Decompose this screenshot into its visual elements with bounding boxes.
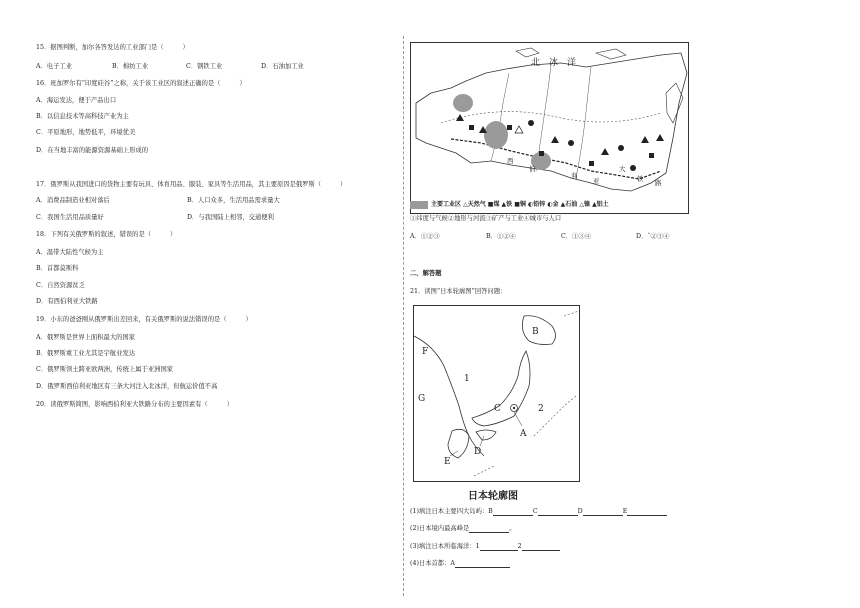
- label-g: G: [418, 394, 426, 404]
- label-sea-1: 1: [464, 374, 470, 384]
- label-c: C: [494, 404, 501, 414]
- q21-sub3-label: (3)填注日本所临海洋：1: [410, 543, 480, 550]
- q18-option-c: C．自然资源贫乏: [36, 282, 85, 289]
- railway-label: 西: [507, 157, 514, 165]
- honshu-outline: [472, 351, 530, 426]
- industrial-zone: [453, 94, 473, 112]
- sea-boundary: [564, 311, 579, 316]
- label-f: F: [422, 347, 429, 357]
- q18-option-a: A．温带大陆性气候为主: [36, 249, 104, 256]
- label-sea-2: 2: [538, 404, 544, 414]
- kyushu-outline: [448, 429, 469, 458]
- japan-map-drawing: [414, 306, 579, 481]
- q19-stem: 19．小东的爸爸刚从俄罗斯出差回来，有关俄罗斯的说法错误的是（ ）: [36, 316, 252, 323]
- shikoku-outline: [476, 430, 496, 440]
- russia-outline: [416, 53, 687, 191]
- q21-sub1-c: C: [532, 508, 538, 515]
- industrial-zone: [484, 121, 508, 149]
- q21-sub4-label: (4)日本首都：A: [410, 560, 455, 567]
- russia-map-drawing: [411, 43, 688, 213]
- island-outline: [516, 48, 539, 57]
- leader-line: [514, 412, 522, 426]
- answer-blank-sea-2[interactable]: [522, 543, 560, 551]
- q16-option-d: D．在当地丰富的能源资源基础上形成的: [36, 147, 149, 154]
- iron-icon: [456, 114, 464, 121]
- q18-option-b: B．首都莫斯科: [36, 265, 79, 272]
- q21-sub3-2: 2: [517, 543, 522, 550]
- island-outline: [596, 49, 626, 59]
- sea-boundary: [534, 396, 576, 436]
- russia-map: [410, 42, 689, 214]
- answer-blank-d[interactable]: [583, 508, 623, 516]
- q15-option-a: A．电子工业: [36, 63, 73, 70]
- gold-icon: [618, 145, 624, 151]
- q15-option-b: B．棉纺工业: [112, 63, 149, 70]
- railway-label: 亚: [593, 177, 600, 185]
- coal-icon: [539, 151, 544, 156]
- answer-blank-c[interactable]: [538, 508, 578, 516]
- railway-label: 路: [655, 179, 662, 187]
- label-b: B: [532, 327, 539, 337]
- bauxite-icon: [656, 134, 664, 141]
- q21-sub4: [410, 560, 510, 568]
- q17-stem: 17．俄罗斯从我国进口的货物主要有玩具、体育用品、服装、家具等生活用品，其主要原因是俄罗斯（ ）: [36, 181, 347, 188]
- q21-sub2: [410, 525, 516, 533]
- hokkaido-outline: [522, 316, 555, 345]
- answer-blank-b[interactable]: [493, 508, 533, 516]
- japan-map: [413, 305, 580, 482]
- river-line: [576, 67, 591, 178]
- russia-map-legend: [410, 198, 687, 212]
- q21-sub1-d: D: [577, 508, 583, 515]
- coal-icon: [649, 153, 654, 158]
- coal-icon: [589, 161, 594, 166]
- answer-blank-peak[interactable]: [469, 525, 509, 533]
- ocean-label: 北 冰 洋: [531, 58, 577, 68]
- q21-sub2-label: (2)日本境内最高峰是: [410, 525, 470, 532]
- q18-stem: 18．下列有关俄罗斯的叙述，错误的是（ ）: [36, 231, 177, 238]
- railway-label: 伯: [529, 165, 536, 173]
- coal-icon: [469, 125, 474, 130]
- capital-dot-icon: [513, 407, 515, 409]
- boundary-dashed: [441, 112, 661, 123]
- q17-option-c: C．我国生活用品质量好: [36, 214, 104, 221]
- q17-option-b: B．人口众多，生活用品需求量大: [187, 197, 280, 204]
- gold-icon: [528, 120, 534, 126]
- railway-label: 大: [619, 165, 626, 173]
- answer-blank-sea-1[interactable]: [480, 543, 518, 551]
- label-d: D: [474, 447, 482, 457]
- q15-option-d: D．石油加工业: [261, 63, 304, 70]
- q21-stem: 21．读图“日本轮廓图”回答问题：: [410, 288, 507, 295]
- section-heading: 二、解答题: [410, 270, 442, 277]
- q21-sub3: [410, 543, 560, 551]
- q16-option-b: B．以信息技术等高科技产业为主: [36, 113, 129, 120]
- copper-icon: [507, 125, 512, 130]
- kamchatka-outline: [666, 83, 683, 123]
- q21-sub1: [410, 508, 667, 516]
- iron-icon: [551, 136, 559, 143]
- sea-boundary: [474, 466, 494, 476]
- q21-sub1-label: (1)填注日本主要四大岛屿：B: [410, 508, 493, 515]
- column-divider: [403, 36, 404, 596]
- q20-option-c: C．①③④: [561, 233, 592, 240]
- q15-stem: 15．据图判断，加尔各答发达的工业部门是（ ）: [36, 44, 189, 51]
- q20-option-a: A．①②③: [410, 233, 440, 240]
- railway-label: 铁: [637, 175, 644, 183]
- lead-zinc-icon: [630, 165, 636, 171]
- q19-option-a: A．俄罗斯是世界上面积最大的国家: [36, 334, 136, 341]
- q15-option-c: C．钢铁工业: [186, 63, 223, 70]
- answer-blank-e[interactable]: [627, 508, 667, 516]
- lead-zinc-icon: [568, 140, 574, 146]
- q19-option-b: B．俄罗斯重工业尤其是宇航业发达: [36, 350, 136, 357]
- q21-sub2-end: 。: [509, 525, 516, 532]
- q20-option-b: B．①②④: [486, 233, 516, 240]
- japan-map-title: 日本轮廓图: [468, 491, 518, 502]
- q21-sub1-e: E: [622, 508, 628, 515]
- q20-stem: 20．读俄罗斯简图，影响西伯利亚大铁路分布的主要因素有（ ）: [36, 401, 233, 408]
- gas-icon: [515, 126, 523, 133]
- legend-text: 主要工业区 △天然气 ■煤 ▲铁 ■铜 ◐铅锌 ◐金 ▲石油 △镍 ▲铝土: [431, 201, 609, 208]
- railway-label: 利: [571, 172, 578, 180]
- q19-option-c: C．俄罗斯领土跨亚欧两洲，传统上属于亚洲国家: [36, 366, 174, 373]
- iron-icon: [601, 148, 609, 155]
- q18-option-d: D．有西伯利亚大铁路: [36, 298, 98, 305]
- q17-option-a: A．消费品制造业相对落后: [36, 197, 110, 204]
- industrial-zone-swatch: [410, 201, 428, 209]
- label-e: E: [444, 457, 451, 467]
- q16-option-c: C．平原地形，地势低平，环境优美: [36, 129, 136, 136]
- answer-blank-capital[interactable]: [455, 560, 510, 568]
- q20-factors: ①纬度与气候②地形与河流③矿产与工业④城市与人口: [410, 215, 562, 222]
- q16-stem: 16．班加罗尔有“印度硅谷”之称，关于该工业区的叙述正确的是（ ）: [36, 80, 246, 87]
- q17-option-d: D．与我国陆上相邻，交通便利: [187, 214, 274, 221]
- q20-option-d: D．ˆ②③④: [636, 233, 670, 240]
- label-a: A: [520, 429, 527, 439]
- oil-icon: [641, 136, 649, 143]
- q16-option-a: A．海运发达，便于产品出口: [36, 97, 117, 104]
- q19-option-d: D．俄罗斯西伯利亚地区有三条大河注入北冰洋，但航运价值不高: [36, 383, 218, 390]
